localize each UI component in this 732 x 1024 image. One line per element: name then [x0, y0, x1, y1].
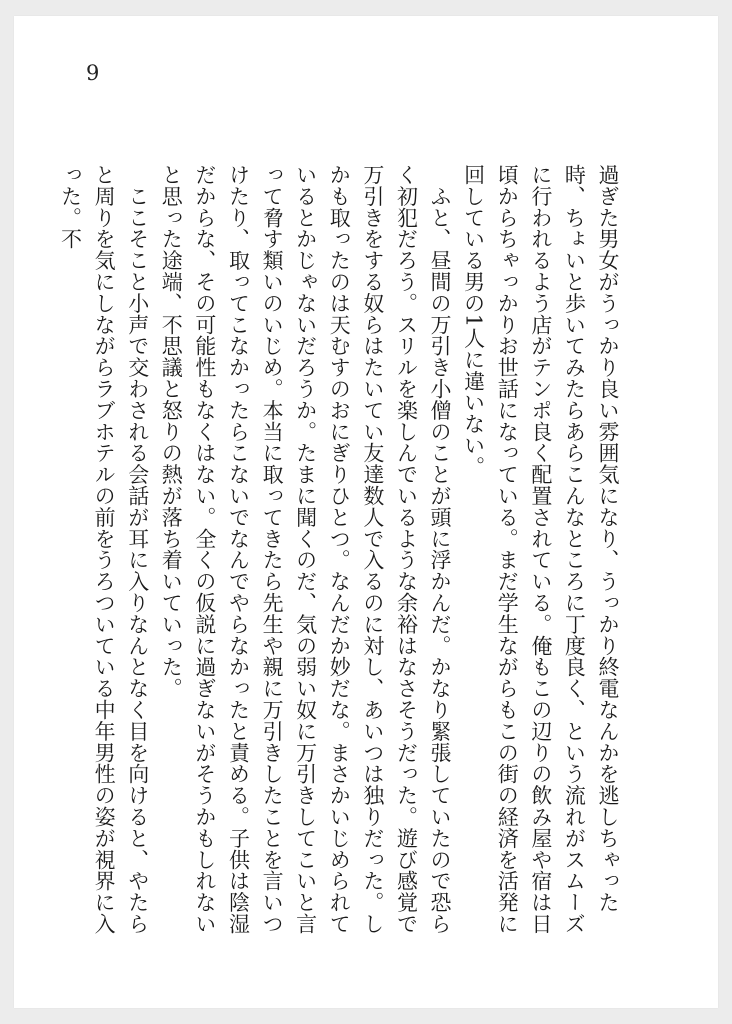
vertical-body-text [53, 164, 624, 954]
page-number: 9 [86, 61, 100, 85]
book-page [14, 16, 718, 1008]
paragraph-1: 過ぎた男女がうっかり良い雰囲気になり、うっかり終電なんかを逃しちゃった時、ちょいと歩いてみたらあらこんなところに丁度良く、という流れがスムーズに行われるよう店がテンポ良く配置されている。俺もこの辺りの飲み屋や宿は日頃からちゃっかりお世話になっている。まだ学生ながらもこの街の経済を活発に回している男の1人に違いない。 [461, 164, 620, 935]
paragraph-3: ここそこと小声で交わされる会話が耳に入りなんとなく目を向けると、やたらと周りを気にしながらラブホテルの前をうろついている中年男性の姿が視界に入った。不 [58, 164, 150, 935]
paragraph-2: ふと、昼間の万引き小僧のことが頭に浮かんだ。かなり緊張していたので恐らく初犯だろう。スリルを楽しんでいるような余裕はなさそうだった。遊び感覚で万引きをする奴らはたいてい友達数人で入るのに対し、あいつは独りだった。しかも取ったのは天むすのおにぎりひとつ。なんだか妙だな。まさかいじめられているとかじゃないだろうか。たまに聞くのだ、気の弱い奴に万引きしてこいと言って脅す類いのいじめ。本当に取ってきたら先生や親に万引きしたことを言いつけたり、取ってこなかったらこないでなんでやらなかったと責める。子供は陰湿だからな、その可能性もなくはない。全くの仮説に過ぎないがそうかもしれないと思った途端、不思議と怒りの熱が落ち着いていった。 [159, 164, 453, 935]
